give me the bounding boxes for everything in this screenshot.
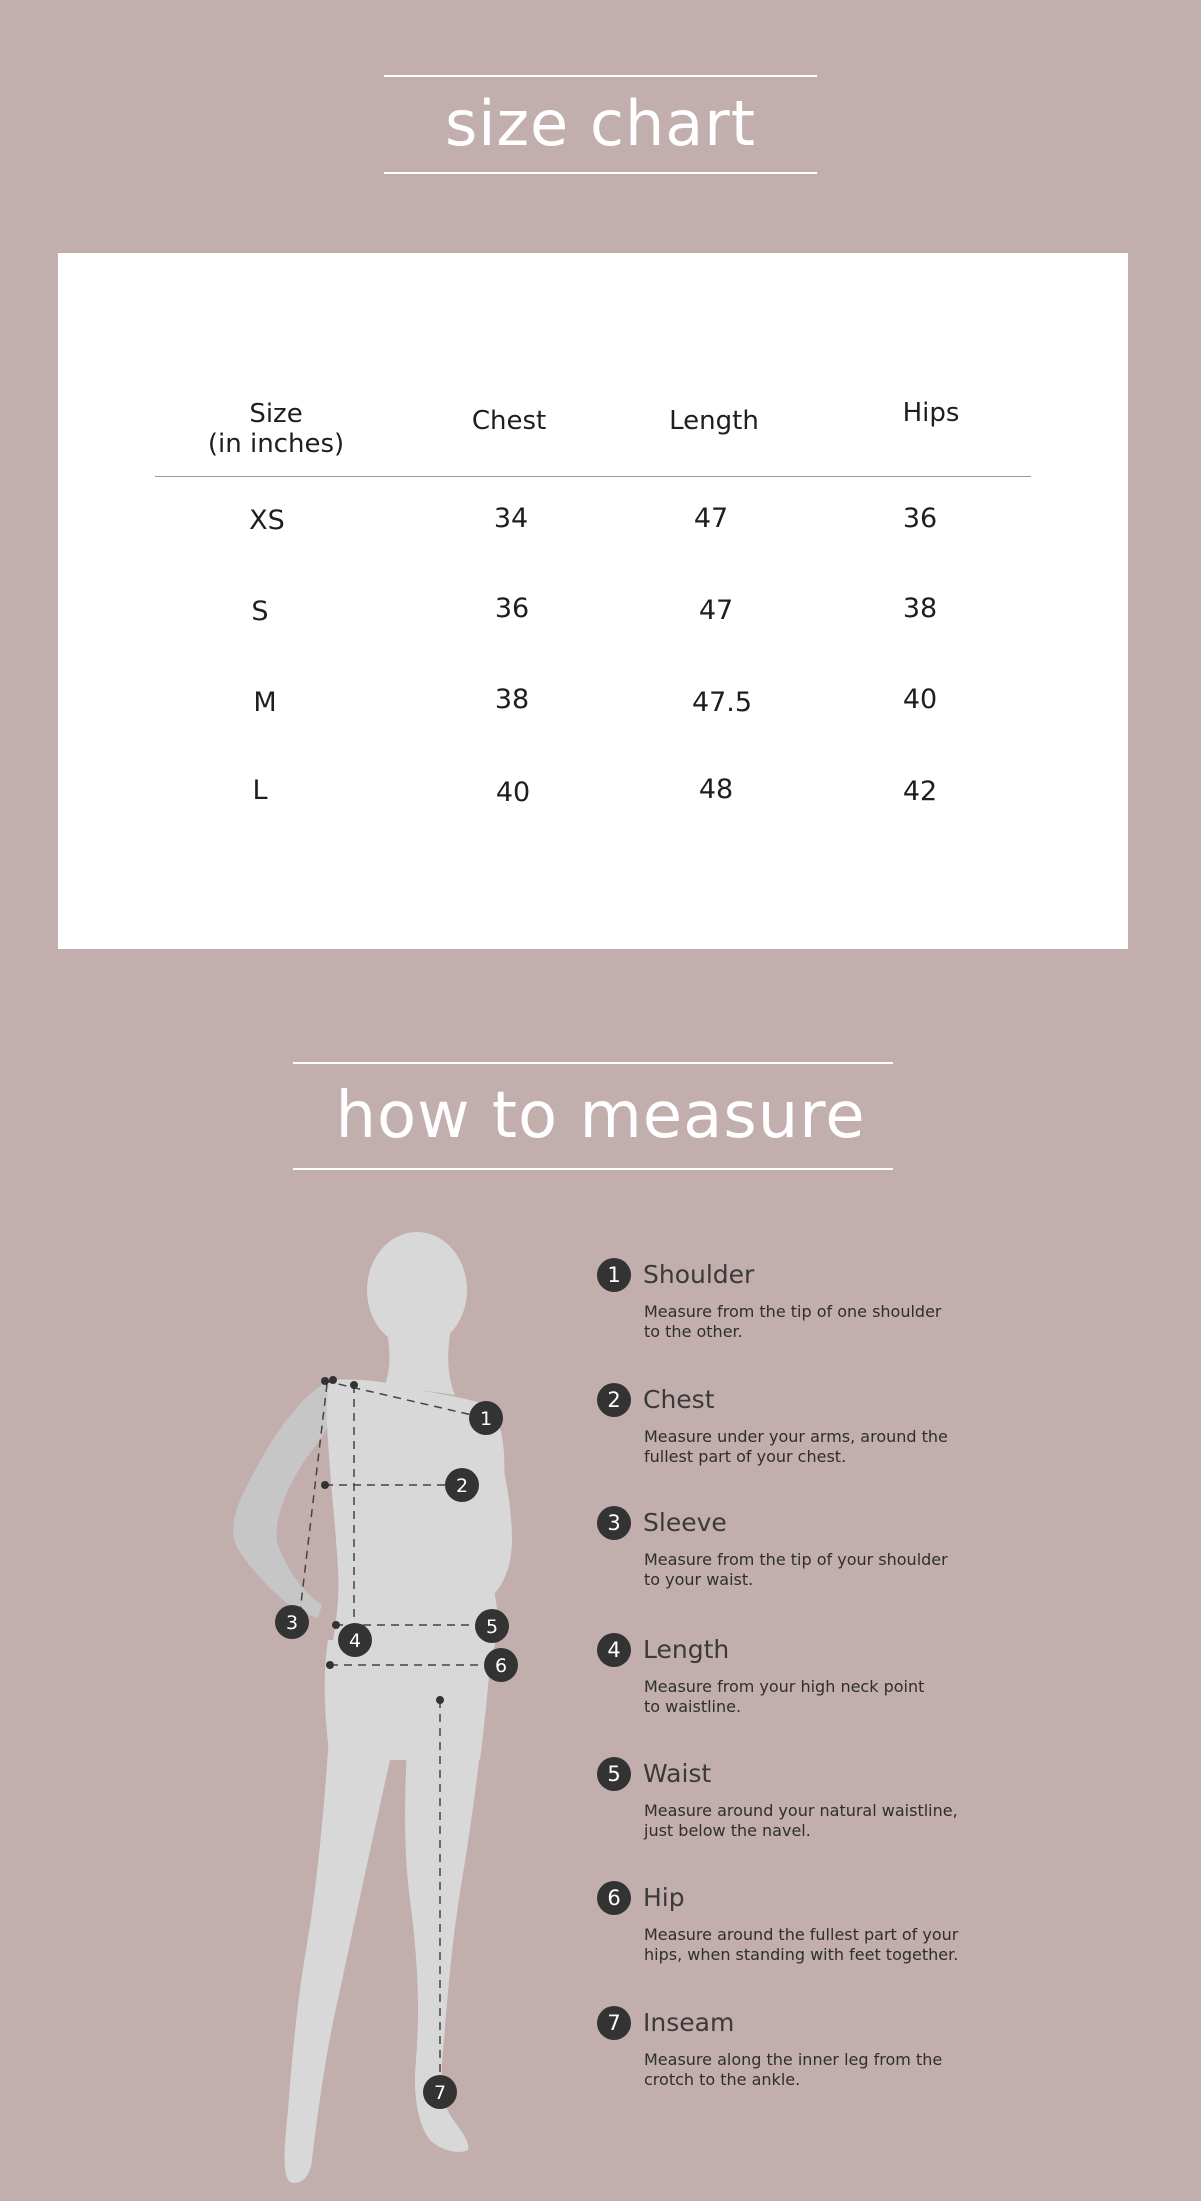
table-cell: 40 xyxy=(902,684,938,715)
table-cell: 36 xyxy=(494,593,530,624)
table-cell: 36 xyxy=(902,503,938,534)
figure-marker-label: 2 xyxy=(455,1475,469,1497)
table-cell: XS xyxy=(249,505,285,536)
step-description-line: just below the navel. xyxy=(644,1821,811,1840)
header-size-unit: (in inches) xyxy=(207,429,345,459)
table-cell: 47.5 xyxy=(691,687,753,718)
figure-marker-1 xyxy=(469,1401,503,1435)
step-description-line: Measure from the tip of your shoulder xyxy=(644,1550,948,1569)
step-title: Sleeve xyxy=(643,1508,727,1537)
table-cell: 42 xyxy=(902,776,938,807)
step-description-line: hips, when standing with feet together. xyxy=(644,1945,959,1964)
step-description-line: Measure under your arms, around the xyxy=(644,1427,948,1446)
figure-marker-7 xyxy=(423,2075,457,2109)
table-divider xyxy=(155,476,1031,477)
table-cell: M xyxy=(253,687,277,718)
step-description-line: to waistline. xyxy=(644,1697,742,1716)
step-description xyxy=(644,1677,1024,1717)
step-description xyxy=(644,1925,1024,1965)
table-cell: 40 xyxy=(495,777,531,808)
step-number-badge: 2 xyxy=(597,1383,631,1417)
step-description-line: crotch to the ankle. xyxy=(644,2070,801,2089)
step-number-badge: 7 xyxy=(597,2006,631,2040)
figure-marker-4 xyxy=(338,1623,372,1657)
header-size-label: Size xyxy=(249,399,303,429)
figure-marker-label: 1 xyxy=(479,1408,493,1430)
figure-marker-3 xyxy=(275,1605,309,1639)
figure-marker-6 xyxy=(484,1648,518,1682)
measure-title-rule-bottom xyxy=(293,1168,893,1170)
size-title-rule-top xyxy=(384,75,817,77)
table-cell: 38 xyxy=(902,593,938,624)
step-number-badge: 5 xyxy=(597,1757,631,1791)
step-description xyxy=(644,1302,1024,1342)
header-size xyxy=(208,399,344,459)
figure-marker-label: 6 xyxy=(494,1655,508,1677)
step-title: Hip xyxy=(643,1883,685,1912)
table-cell: 38 xyxy=(494,684,530,715)
step-description xyxy=(644,1427,1024,1467)
size-title-rule-bottom xyxy=(384,172,817,174)
figure-marker-label: 4 xyxy=(348,1630,362,1652)
table-cell: S xyxy=(251,596,269,627)
mannequin-silhouette xyxy=(233,1232,512,2183)
figure-marker-label: 5 xyxy=(485,1616,499,1638)
size-chart-card xyxy=(58,253,1128,949)
figure-marker-5 xyxy=(475,1609,509,1643)
step-description-line: Measure around your natural waistline, xyxy=(644,1801,958,1820)
step-description xyxy=(644,1550,1024,1590)
how-to-measure-title: how to measure xyxy=(335,1079,866,1153)
step-title: Chest xyxy=(643,1385,715,1414)
step-description-line: Measure from your high neck point xyxy=(644,1677,925,1696)
header-hips: Hips xyxy=(902,398,960,428)
figure-marker-label: 7 xyxy=(433,2082,447,2104)
step-description-line: Measure along the inner leg from the xyxy=(644,2050,943,2069)
step-description-line: to the other. xyxy=(644,1322,743,1341)
table-cell: L xyxy=(252,775,268,806)
figure-marker-label: 3 xyxy=(285,1612,299,1634)
step-number-badge: 4 xyxy=(597,1633,631,1667)
size-chart-title: size chart xyxy=(444,87,757,160)
step-title: Waist xyxy=(643,1759,712,1788)
table-cell: 48 xyxy=(698,774,734,805)
table-cell: 34 xyxy=(493,503,529,534)
step-description xyxy=(644,2050,1024,2090)
step-description-line: Measure from the tip of one shoulder xyxy=(644,1302,942,1321)
table-cell: 47 xyxy=(693,503,729,534)
step-title: Shoulder xyxy=(643,1260,755,1289)
step-description xyxy=(644,1801,1024,1841)
step-description-line: fullest part of your chest. xyxy=(644,1447,847,1466)
mannequin-figure xyxy=(200,1218,560,2198)
step-title: Length xyxy=(643,1635,730,1664)
header-length: Length xyxy=(669,406,759,436)
step-number-badge: 6 xyxy=(597,1881,631,1915)
figure-marker-2 xyxy=(445,1468,479,1502)
step-description-line: Measure around the fullest part of your xyxy=(644,1925,959,1944)
step-number-badge: 3 xyxy=(597,1506,631,1540)
header-chest: Chest xyxy=(471,406,547,436)
step-description-line: to your waist. xyxy=(644,1570,754,1589)
step-title: Inseam xyxy=(643,2008,735,2037)
step-number-badge: 1 xyxy=(597,1258,631,1292)
table-cell: 47 xyxy=(698,595,734,626)
measure-title-rule-top xyxy=(293,1062,893,1064)
